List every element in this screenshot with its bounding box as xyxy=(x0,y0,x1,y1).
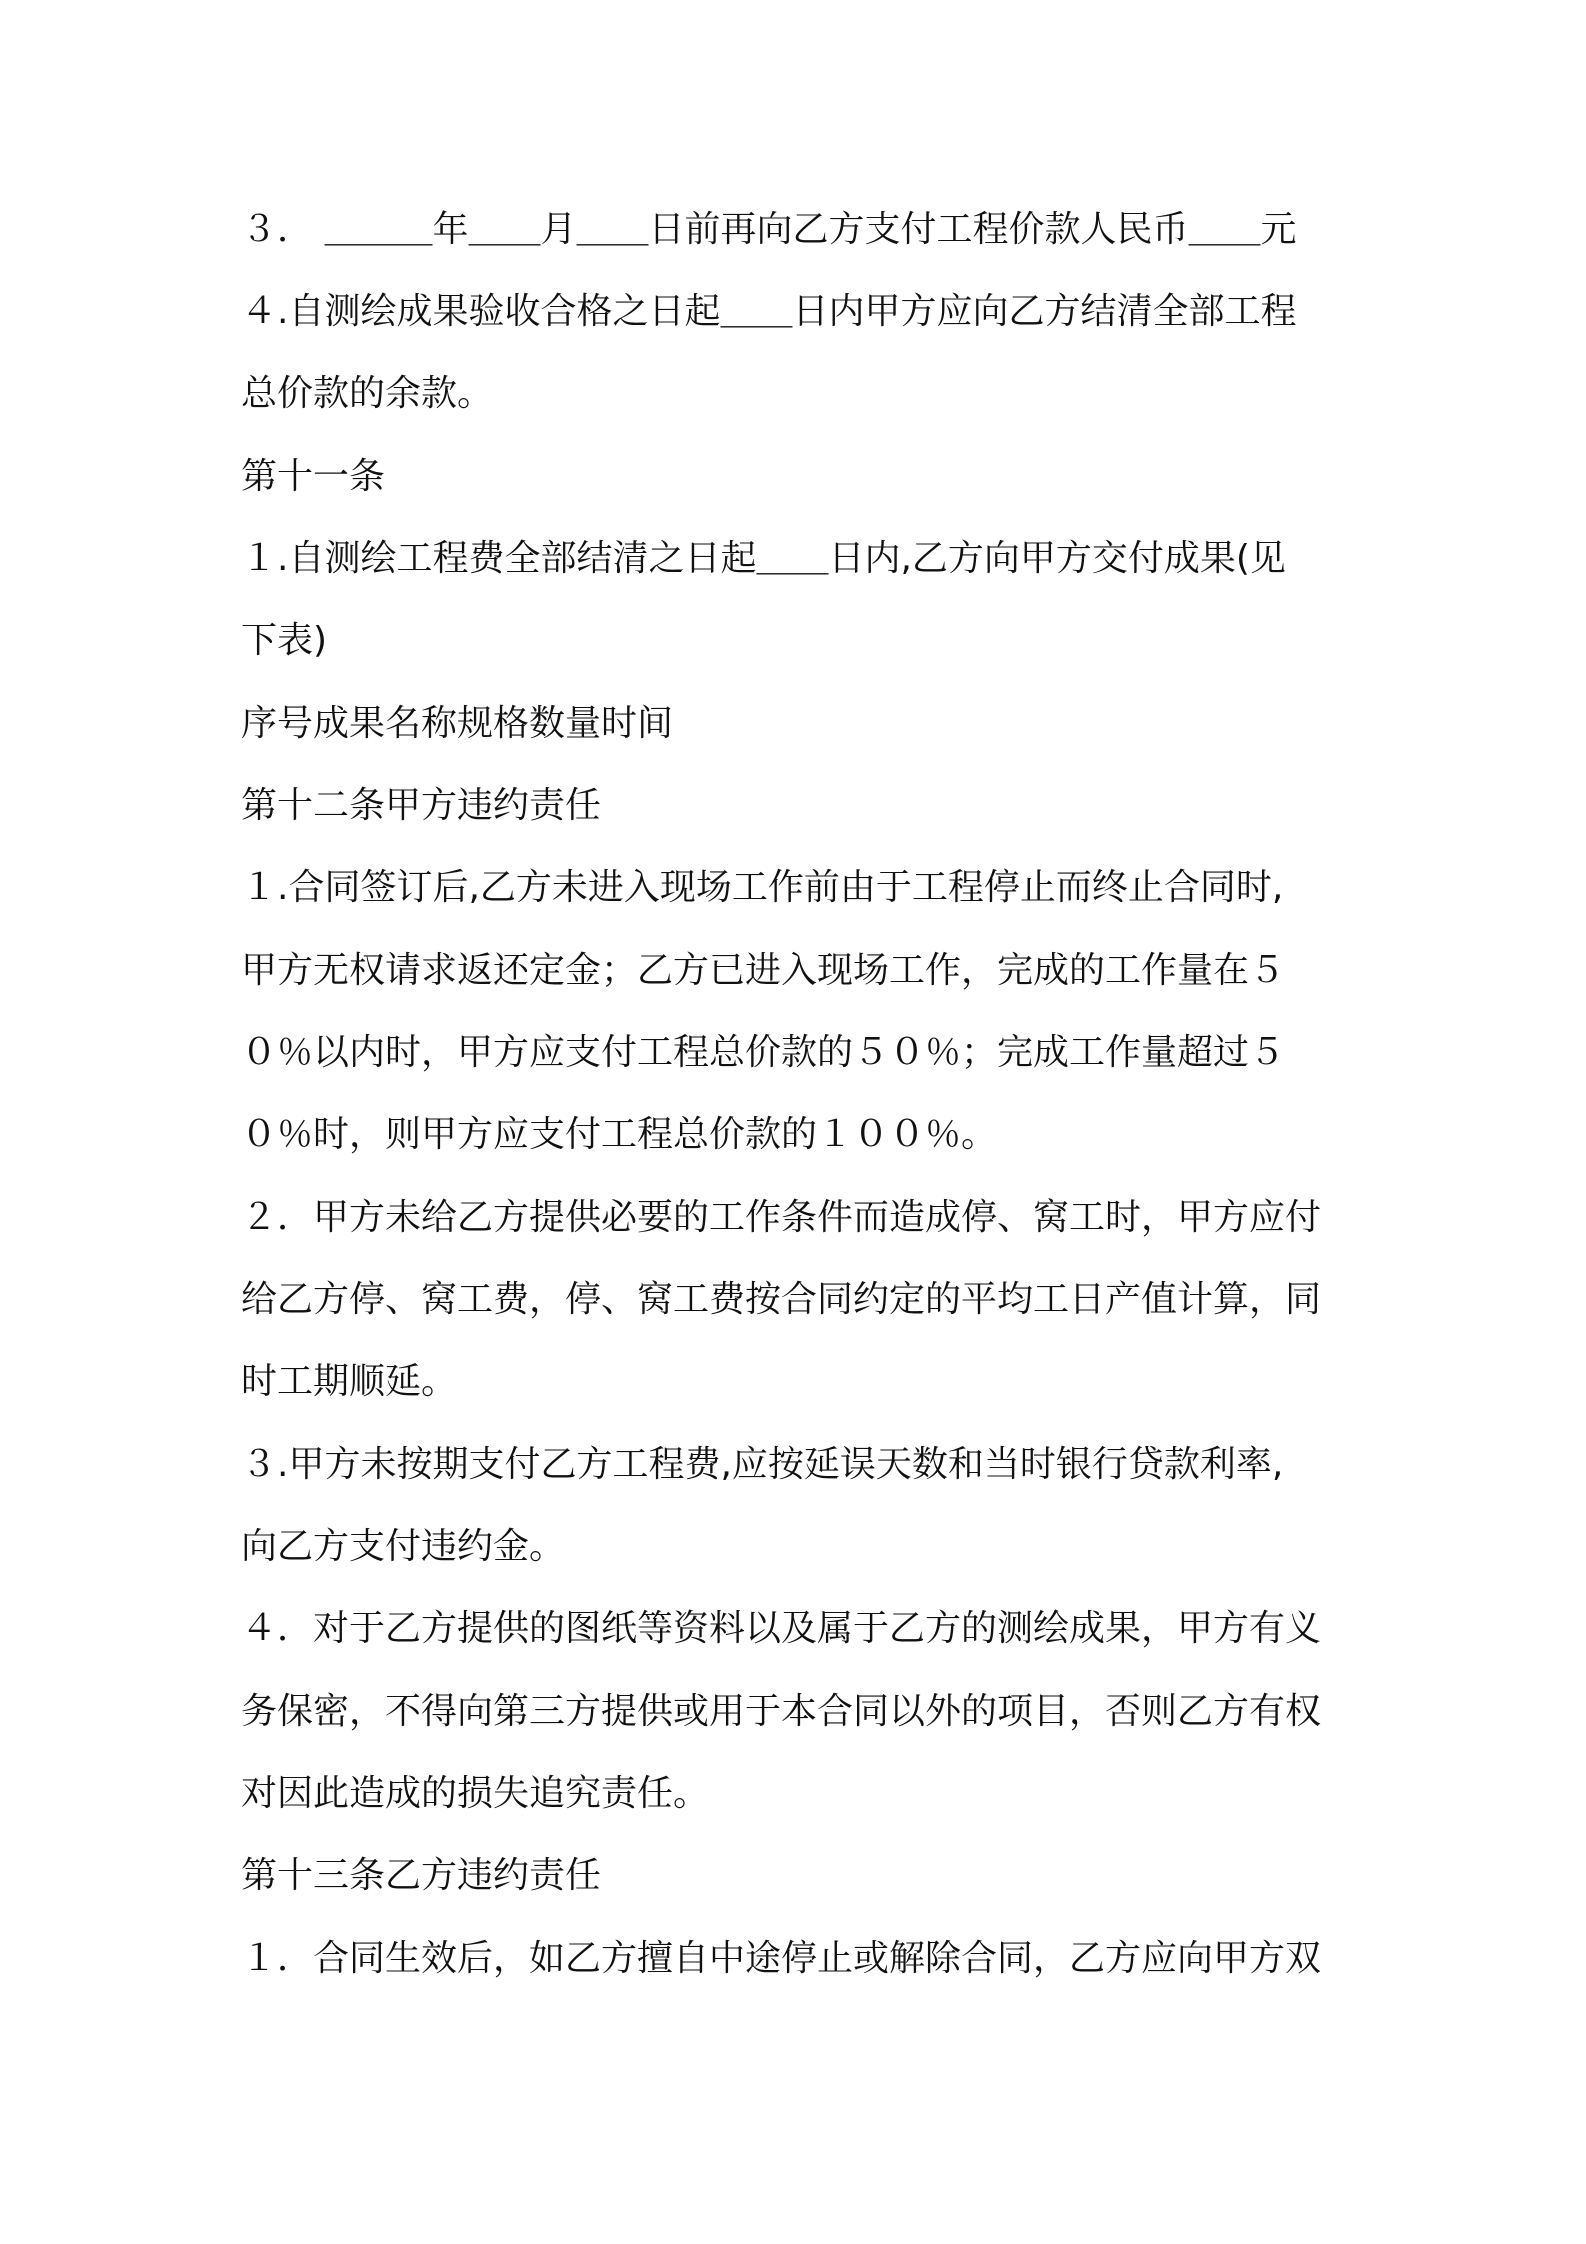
text-line: １．合同生效后，如乙方擅自中途停止或解除合同，乙方应向甲方双 xyxy=(241,1938,1322,1979)
section-heading: 第十三条乙方违约责任 xyxy=(241,1855,602,1896)
text-line: 向乙方支付违约金。 xyxy=(241,1526,566,1567)
text-line: 给乙方停、窝工费，停、窝工费按合同约定的平均工日产值计算，同 xyxy=(241,1279,1322,1320)
text-line: １.合同签订后,乙方未进入现场工作前由于工程停止而终止合同时, xyxy=(241,867,1284,908)
text-line: 对因此造成的损失追究责任。 xyxy=(241,1773,710,1814)
text-line: 务保密，不得向第三方提供或用于本合同以外的项目，否则乙方有权 xyxy=(241,1691,1322,1732)
text-line: ３.甲方未按期支付乙方工程费,应按延误天数和当时银行贷款利率, xyxy=(241,1444,1284,1485)
table-header-line: 序号成果名称规格数量时间 xyxy=(241,703,674,744)
text-line: ２．甲方未给乙方提供必要的工作条件而造成停、窝工时，甲方应付 xyxy=(241,1197,1322,1238)
text-line: 总价款的余款。 xyxy=(241,373,494,414)
text-line: 时工期顺延。 xyxy=(241,1361,458,1402)
text-line: ４．对于乙方提供的图纸等资料以及属于乙方的测绘成果，甲方有义 xyxy=(241,1608,1322,1649)
section-heading: 第十一条 xyxy=(241,456,386,497)
text-line: ４.自测绘成果验收合格之日起＿＿日内甲方应向乙方结清全部工程 xyxy=(241,291,1297,332)
section-heading: 第十二条甲方违约责任 xyxy=(241,785,602,826)
text-line: ０％时，则甲方应支付工程总价款的１００％。 xyxy=(241,1114,998,1155)
text-line: 甲方无权请求返还定金；乙方已进入现场工作，完成的工作量在５ xyxy=(241,950,1286,991)
text-line: ３． ＿＿＿年＿＿月＿＿日前再向乙方支付工程价款人民币＿＿元 xyxy=(241,209,1297,250)
text-line: １.自测绘工程费全部结清之日起＿＿日内,乙方向甲方交付成果(见 xyxy=(241,538,1286,579)
text-line: 下表) xyxy=(241,620,328,661)
text-line: ０％以内时，甲方应支付工程总价款的５０％；完成工作量超过５ xyxy=(241,1032,1286,1073)
